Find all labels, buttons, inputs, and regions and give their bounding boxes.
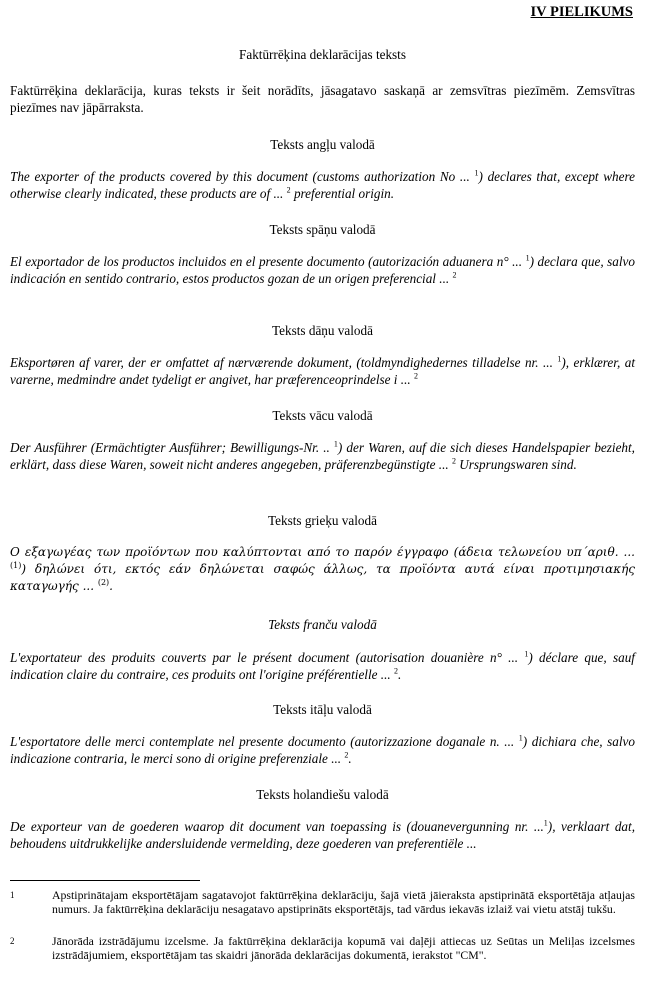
section-heading-german: Teksts vācu valodā (272, 408, 373, 423)
footnote-text: Apstiprinātajam eksportētājam sagatavojot faktūrrēķina deklarāciju, šajā vietā jāieraksta apstiprinātā eksportētāja atļaujas numurs. Ja faktūrrēķina deklarāciju nesagatavo apstiprināts eksportētājs, tad vārdus iekavās izlaiž vai vietu atstāj tukšu. (52, 888, 635, 916)
section-heading-english: Teksts angļu valodā (270, 137, 375, 152)
declaration-text-italian: L'esportatore delle merci contemplate nel presente documento (autorizzazione doganale n. ... $^1$) dichiara che, salvo indicazione contraria, le merci sono di origine preferenziale ... $^2$. (10, 733, 636, 766)
declaration-text-english: The exporter of the products covered by this document (customs authorization No ... $^1$) declares that, except where otherwise clearly indicated, these products are of ... $^2$ preferential origin. (10, 168, 635, 201)
declaration-text-dutch: De exporteur van de goederen waarop dit document van toepassing is (douanevergunning nr. ...$^1$), verklaart dat, behoudens uitdrukkelijke andersluidende vermelding, deze goederen van preferentiële ... (10, 818, 635, 851)
declaration-text-danish: Eksportøren af varer, der er omfattet af nærværende dokument, (toldmyndighedernes tilladelse nr. ... $^1$), erklærer, at varerne, medmindre andet tydeligt er angivet, har præferenceoprindelse i ... $^2$ (10, 354, 635, 387)
footnote-divider (10, 880, 200, 881)
declaration-text-german: Der Ausführer (Ermächtigter Ausführer; Bewilligungs-Nr. .. $^1$) der Waren, auf die sich dieses Handelspapier bezieht, erklärt, dass diese Waren, soweit nicht anderes angegeben, präferenzbegünstigte ... $^2$ Ursprungswaren sind. (10, 439, 635, 472)
intro-paragraph: Faktūrrēķina deklarācija, kuras teksts ir šeit norādīts, jāsagatavo saskaņā ar zemsvītras piezīmēm. Zemsvītras piezīmes nav jāpārraksta. (10, 83, 635, 115)
section-heading-greek: Teksts grieķu valodā (268, 513, 377, 528)
section-heading-danish: Teksts dāņu valodā (272, 323, 373, 338)
section-heading-spanish: Teksts spāņu valodā (269, 222, 376, 237)
footnote-text: Jānorāda izstrādājumu izcelsme. Ja faktūrrēķina deklarācija kopumā vai daļēji attiecas uz Seūtas un Meliļas izcelsmes izstrādājumiem, eksportētājam tas skaidri jānorāda deklarācijas dokumentā, ierakstot "CM". (52, 934, 635, 962)
section-heading-french: Teksts franču valodā (268, 617, 377, 632)
footnote-1 (10, 888, 635, 916)
annex-title: IV PIELIKUMS (530, 4, 633, 20)
footnote-marker: 2 (10, 936, 15, 946)
section-heading-dutch: Teksts holandiešu valodā (256, 787, 389, 802)
footnote-marker: 1 (10, 890, 15, 900)
footnote-2 (10, 934, 635, 962)
declaration-text-greek: Ο εξαγωγέας των προϊόντων που καλύπτονται από το παρόν έγγραφο (άδεια τελωνείου υπ΄αριθ. ... $^{(1)}$) δηλώνει ότι, εκτός εάν δηλώνεται σαφώς άλλως, τα προϊόντα αυτά είναι προτιμησιακής καταγωγής ... $^{(2)}$. (10, 545, 635, 593)
declaration-text-french: L'exportateur des produits couverts par le présent document (autorisation douanière n° ... $^1$) déclare que, sauf indication claire du contraire, ces produits ont l'origine préférentielle ... $^2$. (10, 649, 635, 682)
section-heading-italian: Teksts itāļu valodā (273, 702, 372, 717)
main-heading: Faktūrrēķina deklarācijas teksts (239, 47, 406, 62)
declaration-text-spanish: El exportador de los productos incluidos en el presente documento (autorización aduanera n° ... $^1$) declara que, salvo indicación en sentido contrario, estos productos gozan de un origen preferencial ... $^2$ (10, 253, 635, 286)
